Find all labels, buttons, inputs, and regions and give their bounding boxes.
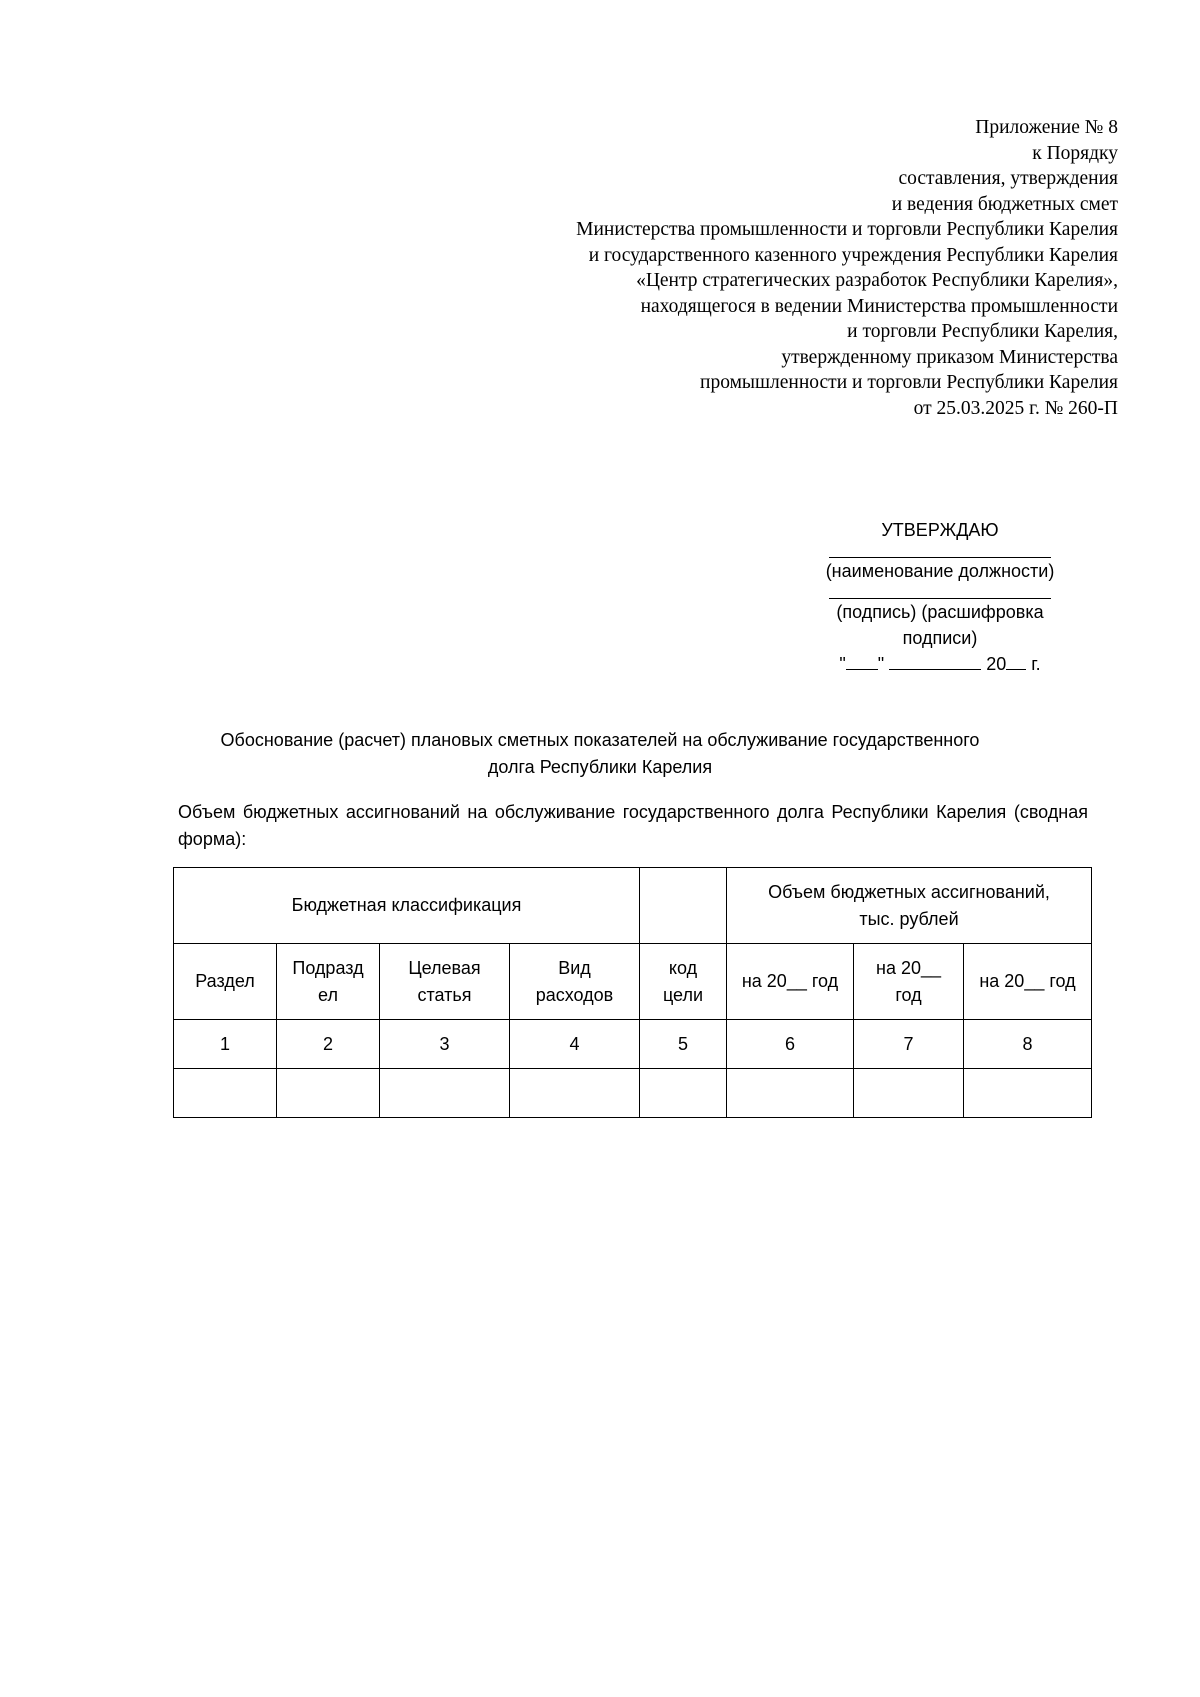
header-classification: Бюджетная классификация bbox=[174, 868, 640, 944]
table-row bbox=[174, 1069, 1092, 1118]
col-year-2 bbox=[854, 944, 964, 1020]
appendix-line: к Порядку bbox=[1032, 142, 1118, 164]
header-volume-line: Объем бюджетных ассигнований, bbox=[768, 881, 1050, 902]
intro-paragraph: Объем бюджетных ассигнований на обслуживание государственного долга Республики Карелия (сводная форма): bbox=[178, 802, 1088, 849]
appendix-line: составления, утверждения bbox=[898, 168, 1118, 189]
table-cell-year-3[interactable] bbox=[964, 1069, 1092, 1118]
col-kod-line: цели bbox=[662, 984, 704, 1005]
col-podrazdel bbox=[277, 944, 380, 1020]
appendix-reference bbox=[418, 115, 1118, 421]
document-title bbox=[170, 727, 1030, 781]
table-cell-celevaya-statya[interactable] bbox=[380, 1069, 510, 1118]
appendix-line: Приложение № 8 bbox=[975, 117, 1118, 138]
appendix-line: Министерства промышленности и торговли Республики Карелия bbox=[576, 219, 1118, 240]
col-celevaya-statya bbox=[380, 944, 510, 1020]
signature-blank[interactable] bbox=[829, 584, 1051, 599]
col-year-1: на 20__ год bbox=[727, 944, 854, 1020]
appendix-line: утвержденному приказом Министерства bbox=[781, 346, 1118, 368]
month-blank[interactable] bbox=[889, 653, 981, 670]
appendix-line: и торговли Республики Карелия, bbox=[847, 321, 1118, 342]
col-vid-line: Вид bbox=[558, 957, 591, 978]
table-cell-vid-rashodov[interactable] bbox=[510, 1069, 640, 1118]
column-number: 8 bbox=[964, 1020, 1092, 1069]
date-quote-open: " bbox=[839, 654, 846, 674]
appendix-line: от 25.03.2025 г. № 260-П bbox=[913, 397, 1118, 419]
table-cell-year-2[interactable] bbox=[854, 1069, 964, 1118]
date-quote-close: " bbox=[877, 654, 885, 674]
day-blank[interactable] bbox=[846, 653, 878, 670]
year-suffix: г. bbox=[1026, 654, 1041, 674]
approval-block bbox=[780, 517, 1100, 677]
column-number: 6 bbox=[727, 1020, 854, 1069]
col-year-3: на 20__ год bbox=[964, 944, 1092, 1020]
appendix-line: промышленности и торговли Республики Карелия bbox=[700, 372, 1118, 393]
column-number: 2 bbox=[277, 1020, 380, 1069]
header-volume bbox=[727, 868, 1092, 944]
appendix-line: находящегося в ведении Министерства промышленности bbox=[640, 295, 1118, 317]
appendix-line: «Центр стратегических разработок Республики Карелия», bbox=[636, 270, 1118, 291]
year-prefix: 20 bbox=[986, 654, 1007, 674]
col-kod-celi bbox=[640, 944, 727, 1020]
position-blank[interactable] bbox=[829, 543, 1051, 558]
approval-date bbox=[780, 651, 1100, 677]
table-cell-razdel[interactable] bbox=[174, 1069, 277, 1118]
appendix-line: и ведения бюджетных смет bbox=[891, 193, 1118, 215]
column-number: 5 bbox=[640, 1020, 727, 1069]
table-header-row bbox=[174, 868, 1092, 944]
approval-heading: УТВЕРЖДАЮ bbox=[881, 520, 999, 540]
position-caption: (наименование должности) bbox=[825, 561, 1055, 581]
title-line: долга Республики Карелия bbox=[487, 757, 713, 777]
column-number: 3 bbox=[380, 1020, 510, 1069]
column-number: 4 bbox=[510, 1020, 640, 1069]
col-vid-line: расходов bbox=[535, 984, 614, 1005]
col-celevaya-line: статья bbox=[417, 984, 472, 1005]
table-subheader-row bbox=[174, 944, 1092, 1020]
col-vid-rashodov bbox=[510, 944, 640, 1020]
table-cell-kod-celi[interactable] bbox=[640, 1069, 727, 1118]
col-razdel: Раздел bbox=[174, 944, 277, 1020]
col-podrazdel-line: ел bbox=[318, 984, 338, 1005]
column-number: 1 bbox=[174, 1020, 277, 1069]
col-year-2-line: год bbox=[895, 984, 922, 1005]
appendix-line: и государственного казенного учреждения Республики Карелия bbox=[588, 244, 1118, 266]
table-cell-year-1[interactable] bbox=[727, 1069, 854, 1118]
table-numbering-row bbox=[174, 1020, 1092, 1069]
col-year-2-line: на 20__ bbox=[876, 957, 941, 978]
header-empty bbox=[640, 868, 727, 944]
signature-caption-cont: подписи) bbox=[902, 628, 978, 648]
header-volume-line: тыс. рублей bbox=[859, 908, 959, 929]
year-blank[interactable] bbox=[1006, 653, 1026, 670]
col-celevaya-line: Целевая bbox=[408, 957, 481, 978]
col-kod-line: код bbox=[668, 957, 698, 978]
title-line: Обоснование (расчет) плановых сметных показателей на обслуживание государственного bbox=[220, 730, 980, 750]
budget-table bbox=[173, 867, 1092, 1118]
table-cell-podrazdel[interactable] bbox=[277, 1069, 380, 1118]
col-podrazdel-line: Подразд bbox=[292, 957, 364, 978]
signature-caption: (подпись) (расшифровка bbox=[836, 602, 1044, 622]
column-number: 7 bbox=[854, 1020, 964, 1069]
